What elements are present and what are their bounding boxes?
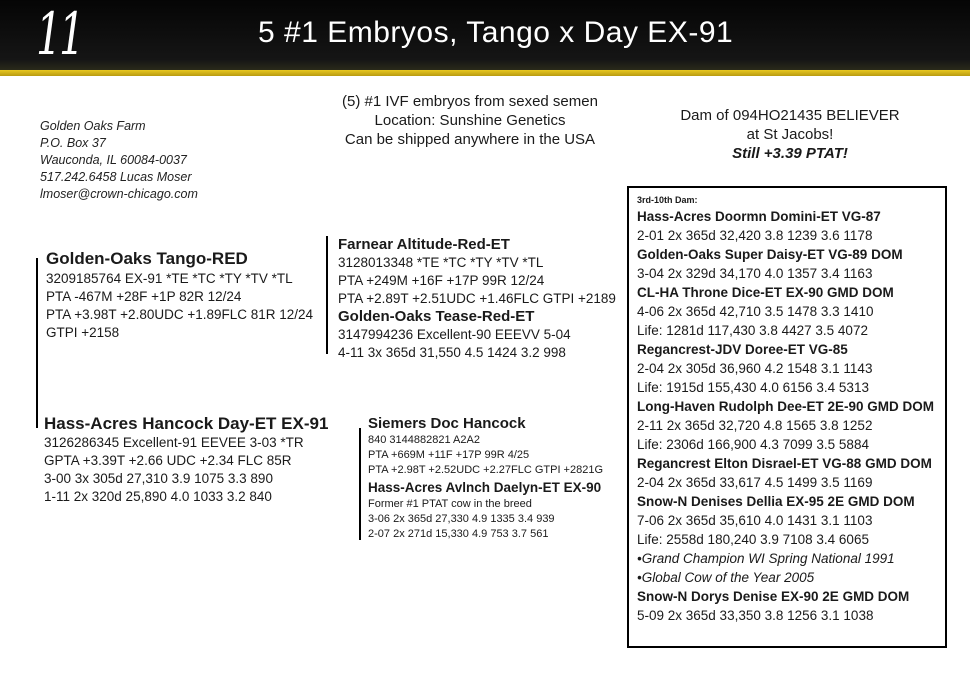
header-gold-rule: [0, 70, 970, 76]
farm-address: P.O. Box 37: [40, 136, 106, 150]
ancestor-name: Golden-Oaks Super Daisy-ET VG-89 DOM: [637, 247, 903, 262]
ancestor-record: 2-04 2x 365d 33,617 4.5 1499 3.5 1169: [637, 475, 873, 490]
dam-of-ptat: Still +3.39 PTAT!: [732, 145, 848, 162]
ancestor-record: Life: 2558d 180,240 3.9 7108 3.4 6065: [637, 532, 869, 547]
ancestor-name: Snow-N Dorys Denise EX-90 2E GMD DOM: [637, 589, 910, 604]
dams-dam-detail: 2-07 2x 271d 15,330 4.9 753 3.7 561: [368, 528, 549, 540]
dams-sire-detail: PTA +669M +11F +17P 99R 4/25: [368, 449, 530, 461]
sires-dam-name: Golden-Oaks Tease-Red-ET: [338, 308, 535, 325]
farm-city: Wauconda, IL 60084-0037: [40, 153, 187, 167]
sire-detail: GTPI +2158: [46, 325, 120, 340]
ancestor-name: Regancrest-JDV Doree-ET VG-85: [637, 342, 848, 357]
lot-number: 11: [36, 0, 83, 68]
ancestor-record: 7-06 2x 365d 35,610 4.0 1431 3.1 1103: [637, 513, 873, 528]
farm-email: lmoser@crown-chicago.com: [40, 187, 198, 201]
dam-detail: 3126286345 Excellent-91 EEVEE 3-03 *TR: [44, 435, 304, 450]
ancestor-record: 4-06 2x 365d 42,710 3.5 1478 3.3 1410: [637, 304, 874, 319]
sire-detail: PTA +3.98T +2.80UDC +1.89FLC 81R 12/24: [46, 307, 314, 322]
ancestor-record: Life: 2306d 166,900 4.3 7099 3.5 5884: [637, 437, 869, 452]
farm-name: Golden Oaks Farm: [40, 119, 146, 133]
ancestor-record: 2-11 2x 365d 32,720 4.8 1565 3.8 1252: [637, 418, 873, 433]
ancestor-name: Snow-N Denises Dellia EX-95 2E GMD DOM: [637, 494, 915, 509]
ancestor-name: CL-HA Throne Dice-ET EX-90 GMD DOM: [637, 285, 894, 300]
ancestors-heading: 3rd-10th Dam:: [637, 195, 698, 205]
dam-name: Hass-Acres Hancock Day-ET EX-91: [44, 414, 329, 433]
dam-of-line: at St Jacobs!: [746, 126, 834, 143]
dams-dam-name: Hass-Acres Avlnch Daelyn-ET EX-90: [368, 480, 602, 495]
dam-of-note: [660, 106, 920, 163]
dams-sire-detail: PTA +2.98T +2.52UDC +2.27FLC GTPI +2821G: [368, 464, 604, 476]
pedigree-line-sire-dam: [36, 258, 38, 428]
ancestor-name: Long-Haven Rudolph Dee-ET 2E-90 GMD DOM: [637, 399, 935, 414]
ancestor-record: Life: 1281d 117,430 3.8 4427 3.5 4072: [637, 323, 868, 338]
sires-dam-detail: 4-11 3x 365d 31,550 4.5 1424 3.2 998: [338, 345, 566, 360]
sires-sire-detail: 3128013348 *TE *TC *TY *TV *TL: [338, 255, 544, 270]
dams-sire-block: [368, 414, 603, 542]
ancestor-name: Regancrest Elton Disrael-ET VG-88 GMD DOM: [637, 456, 932, 471]
offer-line: Can be shipped anywhere in the USA: [344, 131, 596, 148]
sires-sire-detail: PTA +2.89T +2.51UDC +1.46FLC GTPI +2189: [338, 291, 616, 306]
ancestor-record: Life: 1915d 155,430 4.0 6156 3.4 5313: [637, 380, 869, 395]
dam-detail: GPTA +3.39T +2.66 UDC +2.34 FLC 85R: [44, 453, 292, 468]
pedigree-line-sire: [326, 236, 328, 354]
sires-sire-name: Farnear Altitude-Red-ET: [338, 236, 510, 253]
dam-detail: 1-11 2x 320d 25,890 4.0 1033 3.2 840: [44, 489, 272, 504]
ancestor-record: 3-04 2x 329d 34,170 4.0 1357 3.4 1163: [637, 266, 873, 281]
ancestor-record: 2-01 2x 365d 32,420 3.8 1239 3.6 1178: [637, 228, 873, 243]
dams-sire-name: Siemers Doc Hancock: [368, 415, 526, 432]
page-title: 5 #1 Embryos, Tango x Day EX-91: [258, 16, 734, 49]
farm-contact: [40, 118, 198, 203]
ancestors-list: [637, 194, 934, 625]
dams-dam-detail: 3-06 2x 365d 27,330 4.9 1335 3.4 939: [368, 513, 555, 525]
sires-dam-detail: 3147994236 Excellent-90 EEEVV 5-04: [338, 327, 571, 342]
dam-block: [44, 414, 328, 506]
dams-sire-detail: 840 3144882821 A2A2: [368, 434, 480, 446]
sire-name: Golden-Oaks Tango-RED: [46, 249, 248, 268]
dams-dam-detail: Former #1 PTAT cow in the breed: [368, 498, 532, 510]
dam-detail: 3-00 3x 305d 27,310 3.9 1075 3.3 890: [44, 471, 273, 486]
ancestor-note: •Global Cow of the Year 2005: [637, 570, 815, 585]
ancestor-note: •Grand Champion WI Spring National 1991: [637, 551, 895, 566]
dam-of-line: Dam of 094HO21435 BELIEVER: [680, 107, 900, 124]
sire-block: [46, 248, 313, 342]
ancestor-name: Hass-Acres Doormn Domini-ET VG-87: [637, 209, 881, 224]
offer-line: (5) #1 IVF embryos from sexed semen: [342, 93, 598, 110]
header-bar: [0, 0, 970, 70]
sires-sire-detail: PTA +249M +16F +17P 99R 12/24: [338, 273, 545, 288]
pedigree-line-dam: [359, 428, 361, 540]
offer-description: [300, 92, 640, 149]
farm-phone: 517.242.6458 Lucas Moser: [40, 170, 192, 184]
ancestor-record: 2-04 2x 305d 36,960 4.2 1548 3.1 1143: [637, 361, 873, 376]
offer-line: Location: Sunshine Genetics: [374, 112, 566, 129]
ancestor-record: 5-09 2x 365d 33,350 3.8 1256 3.1 1038: [637, 608, 874, 623]
sire-detail: PTA -467M +28F +1P 82R 12/24: [46, 289, 242, 304]
sire-detail: 3209185764 EX-91 *TE *TC *TY *TV *TL: [46, 271, 293, 286]
sires-sire-block: [338, 236, 616, 362]
ancestors-box: [627, 186, 947, 648]
